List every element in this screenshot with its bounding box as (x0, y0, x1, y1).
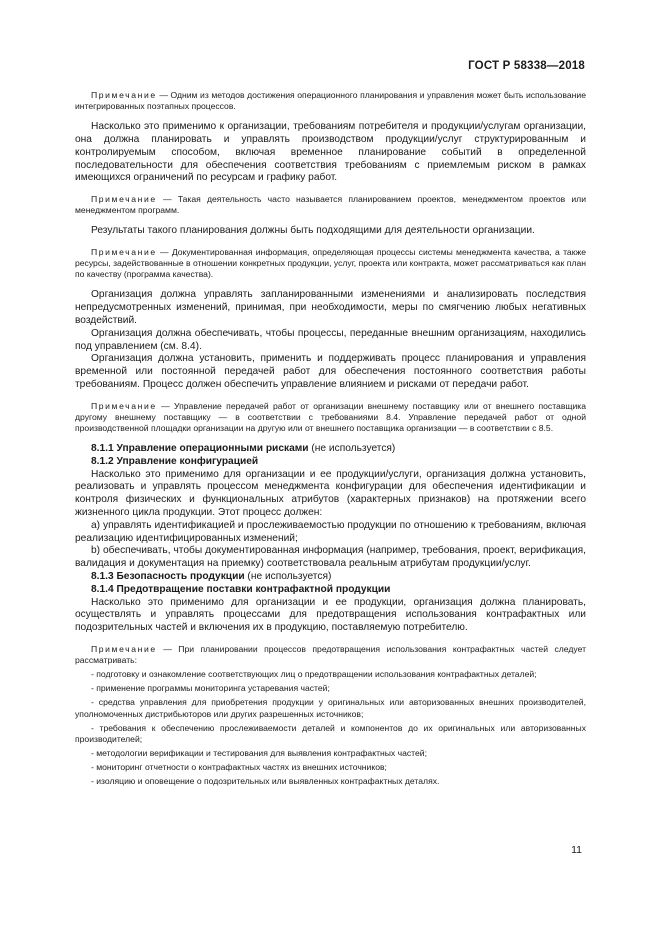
note-list-item: - изоляцию и оповещение о подозрительных или выявленных контрафактных деталях. (91, 775, 440, 786)
paragraph: Насколько это применимо для организации и ее продукции/услуги, организация должна установить, реализовать и управлять процессом менеджмента конфигурации для обеспечения идентификации и контроля физических и функциональных атрибутов (характерных признаков) на протяжении всего жизненного цикла продукции. Этот процесс должен: (75, 468, 586, 519)
list-item: b) обеспечивать, чтобы документированная информация (например, требования, проект, верификация, валидация и документация на приемку) соответствовала реальным атрибутам продукции/услуг. (75, 545, 586, 570)
note-list-item: - средства управления для приобретения продукции у оригинальных или авторизованных внешних производителей, уполномоченных дистрибьюторов или других разрешенных источников; (75, 697, 586, 719)
note-label: Примечание (91, 644, 157, 655)
paragraph: Результаты такого планирования должны быть подходящими для деятельности организации. (91, 225, 535, 237)
page-number: 11 (571, 844, 582, 856)
paragraph: Организация должна установить, применить и поддерживать процесс планирования и управления временной или постоянной передачей работ для обеспечения постоянного соответствия работы требованиям. Процесс должен обеспечить управление влиянием и рисками от передачи работ. (75, 353, 586, 391)
section-heading-8-1-3: 8.1.3 Безопасность продукции (не используется) (91, 571, 332, 583)
note-5: Примечание — При планировании процессов предотвращения использования контрафактных частей следует рассматривать: (75, 644, 587, 666)
note-label: Примечание (91, 400, 157, 411)
document-header: ГОСТ Р 58338—2018 (468, 60, 585, 72)
note-label: Примечание (91, 90, 157, 100)
paragraph: Организация должна управлять запланированными изменениями и анализировать последствия непредусмотренных изменений, принимая, при необходимости, меры по смягчению любых негативных воздействий. (75, 289, 586, 327)
note-list-item: - требования к обеспечению прослеживаемости деталей и компонентов до их оригинальных или авторизованных производителей; (75, 722, 586, 744)
note-list-item: - подготовку и ознакомление соответствующих лиц о предотвращении использования контрафактных деталей; (91, 669, 537, 680)
paragraph: Насколько это применимо для организации и ее продукции, организация должна планировать, осуществлять и управлять процессами для предотвращения использования контрафактных или подозрительных частей и включения их в продукцию, поставляемую потребителю. (75, 596, 586, 634)
section-heading-8-1-2: 8.1.2 Управление конфигурацией (91, 455, 259, 467)
list-item: a) управлять идентификацией и прослеживаемостью продукции по отношению к требованиям, включая реализацию идентифицированных изменений; (75, 519, 586, 544)
note-4: Примечание — Управление передачей работ от организации внешнему поставщику или от внешнего поставщика другому внешнему поставщику — в соответствии с требованиями 8.4. Управление передачей работ от одной производственной площадки организации на другую или от внешнего поставщика организации — в соответствии с 8.5. (75, 400, 586, 433)
note-list-item: - мониторинг отчетности о контрафактных частях из внешних источников; (91, 761, 387, 772)
note-1: Примечание — Одним из методов достижения операционного планирования и управления может быть использование интегрированных поэтапных процессов. (75, 90, 586, 112)
note-2: Примечание — Такая деятельность часто называется планированием проектов, менеджментом проектов или менеджментом программ. (75, 194, 586, 216)
section-heading-8-1-1: 8.1.1 Управление операционными рисками (не используется) (91, 443, 396, 455)
note-list-item: - методологии верификации и тестирования для выявления контрафактных частей; (91, 747, 427, 758)
note-label: Примечание (91, 194, 157, 205)
note-3: Примечание — Документированная информация, определяющая процессы системы менеджмента качества, а также ресурсы, задействованные в отношении конкретных продукции, услуг, проекта или контракта, может рассматриваться как план по качеству (программа качества). (75, 247, 586, 280)
note-list-item: - применение программы мониторинга устаревания частей; (91, 683, 330, 694)
section-heading-8-1-4: 8.1.4 Предотвращение поставки контрафактной продукции (91, 583, 391, 595)
page-body (75, 90, 586, 787)
paragraph: Организация должна обеспечивать, чтобы процессы, переданные внешним организациям, находились под управлением (см. 8.4). (75, 327, 586, 352)
note-label: Примечание (91, 247, 157, 258)
paragraph: Насколько это применимо к организации, требованиям потребителя и продукции/услугам организации, она должна планировать и управлять производством продукции/услуг структурированным и контролируемым способом, включая временное планирование событий в определенной последовательности для обеспечения соответствия требованиям с приемлемым риском в рамках имеющихся ограничений по ресурсам и графику работ. (75, 121, 586, 184)
